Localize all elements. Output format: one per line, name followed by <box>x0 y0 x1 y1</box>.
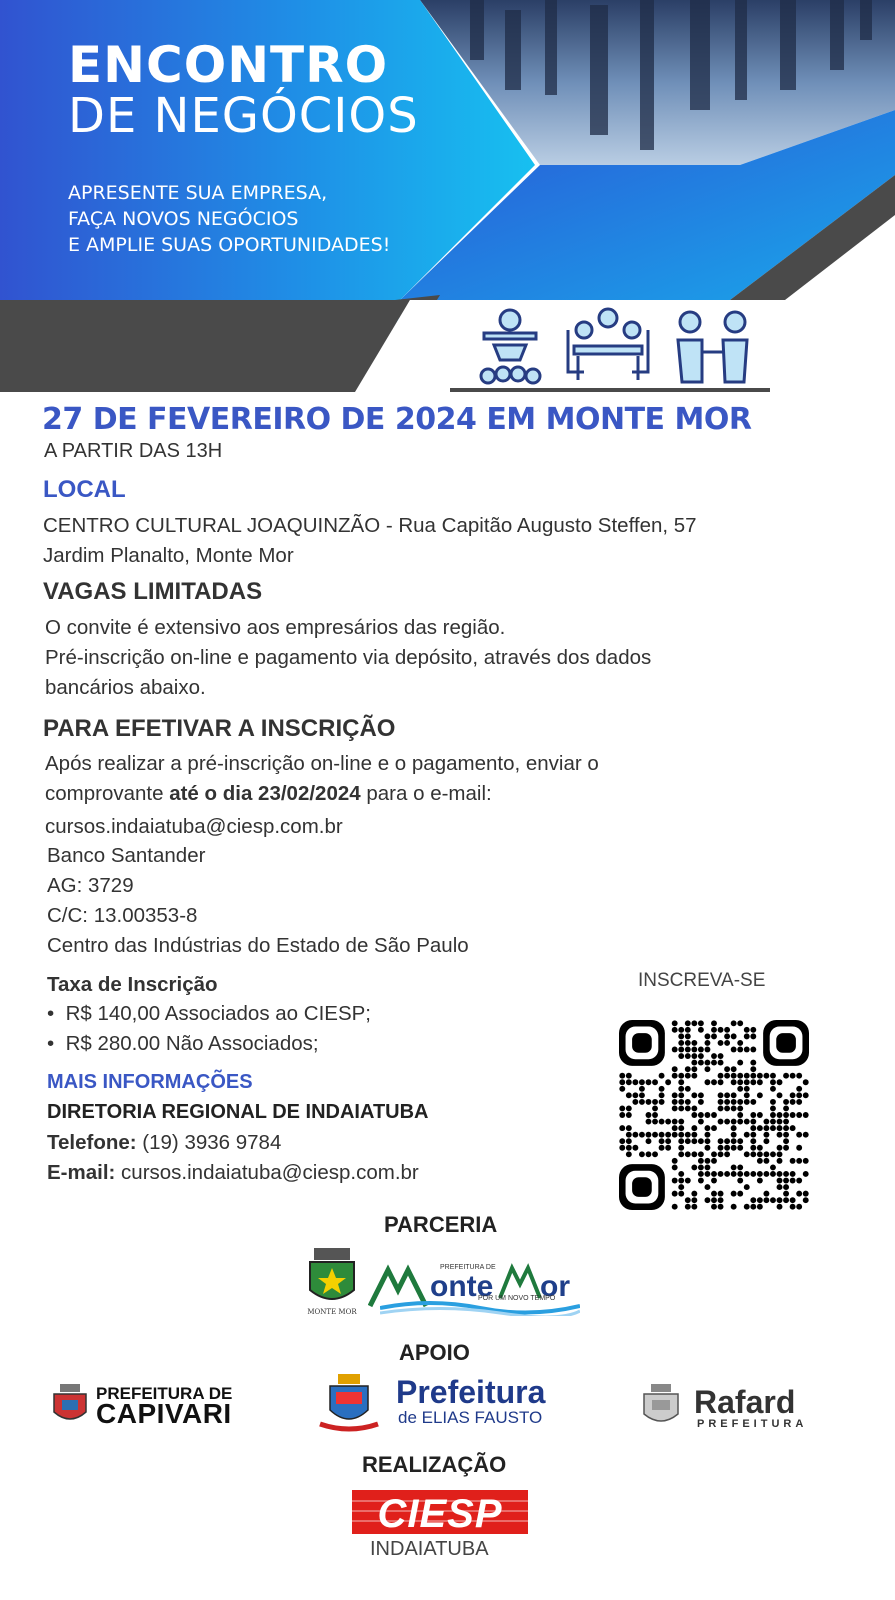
phone-value: (19) 3936 9784 <box>136 1131 282 1154</box>
montemor-small-label: PREFEITURA DE <box>440 1264 496 1271</box>
info-heading: MAIS INFORMAÇÕES <box>47 1071 253 1093</box>
elias-line1: Prefeitura <box>396 1374 546 1410</box>
vagas-line: O convite é extensivo aos empresários das região. <box>45 616 506 639</box>
tagline-line: E AMPLIE SUAS OPORTUNIDADES! <box>68 234 391 256</box>
crest-text: MONTE MOR <box>307 1308 357 1316</box>
vagas-line: bancários abaixo. <box>45 676 206 699</box>
bullet-icon: • <box>47 1032 66 1055</box>
capivari-crest-icon <box>48 1382 92 1428</box>
bank-holder: Centro das Indústrias do Estado de São Paulo <box>47 934 469 957</box>
ciesp-subtitle: INDAIATUBA <box>370 1538 489 1560</box>
phone-label: Telefone: <box>47 1131 137 1154</box>
ciesp-logo <box>352 1490 528 1534</box>
bank-account: C/C: 13.00353-8 <box>47 904 198 927</box>
event-date-heading: 27 DE FEVEREIRO DE 2024 EM MONTE MOR <box>42 402 752 437</box>
header-banner <box>0 0 895 400</box>
email-value[interactable]: cursos.indaiatuba@ciesp.com.br <box>115 1161 419 1184</box>
inscricao-line2 <box>45 782 492 806</box>
taxa-heading: Taxa de Inscrição <box>47 973 218 996</box>
parceria-heading: PARCERIA <box>384 1212 498 1237</box>
inscricao-line2-prefix: comprovante <box>45 782 170 805</box>
montemor-name-a: onte <box>430 1270 494 1303</box>
montemor-slogan: POR UM NOVO TEMPO <box>478 1295 556 1302</box>
event-start-time: A PARTIR DAS 13H <box>44 440 223 462</box>
location-line1: CENTRO CULTURAL JOAQUINZÃO - Rua Capitão Augusto Steffen, 57 <box>43 514 697 537</box>
inscricao-email-link[interactable]: cursos.indaiatuba@ciesp.com.br <box>45 815 343 838</box>
taxa-item <box>47 1002 371 1026</box>
email-label: E-mail: <box>47 1161 116 1184</box>
qr-label: INSCREVA-SE <box>638 970 766 991</box>
apoio-heading: APOIO <box>399 1340 470 1365</box>
info-org: DIRETORIA REGIONAL DE INDAIATUBA <box>47 1101 429 1123</box>
taxa-item-text: R$ 140,00 Associados ao CIESP; <box>65 1002 371 1025</box>
inscricao-deadline: até o dia 23/02/2024 <box>169 782 361 805</box>
vagas-heading: VAGAS LIMITADAS <box>43 578 263 605</box>
taxa-item-text: R$ 280.00 Não Associados; <box>65 1032 319 1055</box>
ciesp-logo-text: CIESP <box>377 1492 503 1534</box>
realizacao-heading: REALIZAÇÃO <box>362 1452 507 1477</box>
capivari-line1: PREFEITURA DE <box>96 1384 233 1403</box>
location-heading: LOCAL <box>43 476 126 503</box>
tagline <box>68 180 390 258</box>
tagline-line: FAÇA NOVOS NEGÓCIOS <box>68 208 299 230</box>
taxa-item <box>47 1032 319 1056</box>
event-title-line1: ENCONTRO <box>68 36 389 94</box>
inscricao-heading: PARA EFETIVAR A INSCRIÇÃO <box>43 715 396 742</box>
elias-line2: de ELIAS FAUSTO <box>398 1408 543 1427</box>
elias-fausto-crest-icon <box>318 1372 380 1434</box>
monte-mor-crest-icon <box>296 1246 368 1318</box>
inscricao-line1: Após realizar a pré-inscrição on-line e o pagamento, enviar o <box>45 752 599 775</box>
montemor-name-b: or <box>540 1270 570 1303</box>
rafard-line1: Rafard <box>694 1384 796 1420</box>
vagas-line: Pré-inscrição on-line e pagamento via depósito, através dos dados <box>45 646 652 669</box>
rafard-line2: PREFEITURA <box>697 1418 808 1430</box>
bank-name: Banco Santander <box>47 844 206 867</box>
tagline-line: APRESENTE SUA EMPRESA, <box>68 182 328 204</box>
bank-agency: AG: 3729 <box>47 874 134 897</box>
capivari-line2: CAPIVARI <box>96 1398 232 1429</box>
qr-code-icon[interactable] <box>619 1020 809 1210</box>
rafard-crest-icon <box>638 1382 684 1430</box>
event-title-line2: DE NEGÓCIOS <box>68 88 419 144</box>
qr-code-graphic <box>619 1020 809 1210</box>
info-phone <box>47 1131 281 1155</box>
wave-icon <box>380 1300 580 1316</box>
inscricao-line2-suffix: para o e-mail: <box>360 782 492 805</box>
info-email <box>47 1161 419 1185</box>
bullet-icon: • <box>47 1002 66 1025</box>
location-line2: Jardim Planalto, Monte Mor <box>43 544 294 567</box>
